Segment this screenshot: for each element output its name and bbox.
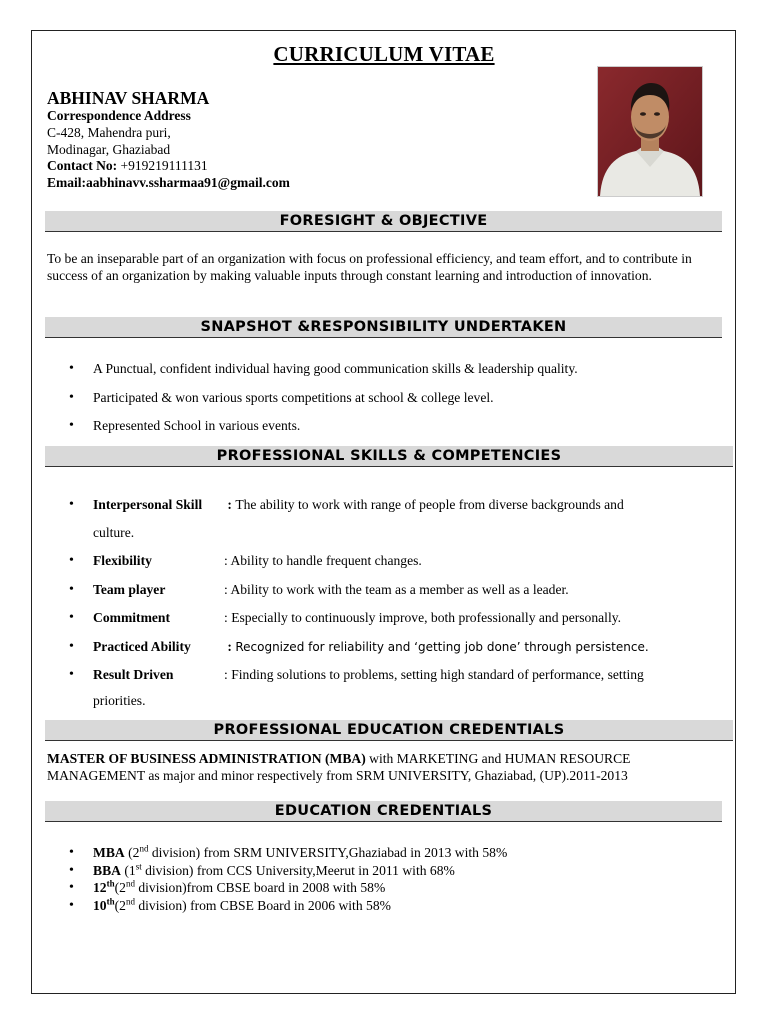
degree-detail: with MARKETING and HUMAN RESOURCE xyxy=(365,751,631,766)
professional-education-heading: PROFESSIONAL EDUCATION CREDENTIALS xyxy=(45,720,733,741)
skill-text: Ability to handle frequent changes. xyxy=(230,553,422,568)
education-sup: st xyxy=(135,860,142,871)
skill-separator: : xyxy=(224,667,232,682)
list-item xyxy=(93,845,723,863)
skill-item-practiced-ability xyxy=(93,639,723,668)
skill-label: Result Driven xyxy=(93,667,174,682)
contact-number: +919219111131 xyxy=(117,158,208,174)
list-item: • Represented School in various events. xyxy=(93,418,723,438)
degree-line-2: MANAGEMENT as major and minor respectively from SRM UNIVERSITY, Ghaziabad, (UP).2011-2013 xyxy=(47,768,628,783)
skill-separator: : xyxy=(224,553,231,568)
education-list xyxy=(93,845,723,915)
education-text: division) from CBSE Board in 2006 with 58% xyxy=(134,897,391,913)
skill-label: Interpersonal Skill xyxy=(93,497,203,512)
education-text: division) from SRM UNIVERSITY,Ghaziabad in 2013 with 58% xyxy=(148,845,508,860)
list-item xyxy=(93,880,723,898)
document-title: CURRICULUM VITAE xyxy=(273,42,495,66)
education-sup: nd xyxy=(125,895,135,906)
skills-heading: PROFESSIONAL SKILLS & COMPETENCIES xyxy=(45,446,733,467)
education-text: (2 xyxy=(114,880,126,895)
education-sup: nd xyxy=(125,878,135,889)
education-text: (1 xyxy=(120,862,136,878)
education-text: (2 xyxy=(124,845,140,860)
skill-item-team-player xyxy=(93,582,723,611)
snapshot-list xyxy=(93,361,723,438)
skill-text: The ability to work with range of people from diverse backgrounds and xyxy=(235,497,624,512)
degree-title: MASTER OF BUSINESS ADMINISTRATION (MBA) xyxy=(47,751,366,766)
education-sup: th xyxy=(106,895,115,906)
address-line-2: Modinagar, Ghaziabad xyxy=(47,141,171,157)
education-sup: nd xyxy=(139,843,149,854)
list-item xyxy=(93,895,723,916)
skill-text: priorities. xyxy=(93,693,146,708)
candidate-name: ABHINAV SHARMA xyxy=(47,88,210,108)
skill-label: Flexibility xyxy=(93,553,152,568)
skill-continuation xyxy=(93,525,723,553)
education-sup: th xyxy=(106,878,115,889)
skill-label: Practiced Ability xyxy=(93,638,191,654)
contact-block xyxy=(47,108,290,192)
skill-text: culture. xyxy=(93,525,135,540)
skill-text: Especially to continuously improve, both professionally and personally. xyxy=(231,610,622,625)
professional-education-text xyxy=(47,750,737,784)
skill-text: Ability to work with the team as a member as well as a leader. xyxy=(230,581,569,597)
skill-label: Team player xyxy=(93,581,166,597)
objective-heading: FORESIGHT & OBJECTIVE xyxy=(45,211,722,232)
contact-label: Contact No: xyxy=(47,158,118,174)
skill-item-commitment xyxy=(93,610,723,639)
address-line-1: C-428, Mahendra puri, xyxy=(47,124,171,140)
email-address: aabhinavv.ssharmaa91@gmail.com xyxy=(86,175,290,191)
list-item: • Participated & won various sports competitions at school & college level. xyxy=(93,390,723,419)
portrait-image xyxy=(598,67,702,196)
skill-item-flexibility xyxy=(93,553,723,582)
skill-separator: : xyxy=(224,610,232,625)
skill-item-interpersonal xyxy=(93,497,723,525)
email-label: Email: xyxy=(47,175,86,191)
skill-separator: : xyxy=(224,638,236,654)
skill-text: Finding solutions to problems, setting high standard of performance, setting xyxy=(231,667,644,682)
skill-item-result-driven xyxy=(93,667,723,693)
skill-separator: : xyxy=(224,581,231,597)
education-degree: MBA xyxy=(93,845,125,860)
education-text: (2 xyxy=(114,897,126,913)
skill-separator: : xyxy=(224,497,236,512)
list-item: • A Punctual, confident individual having good communication skills & leadership quality. xyxy=(93,361,723,390)
skill-continuation xyxy=(93,693,723,713)
education-degree: BBA xyxy=(93,862,121,878)
education-degree: 12 xyxy=(93,880,107,895)
skill-text: Recognized for reliability and ‘getting job done’ through persistence. xyxy=(235,639,649,654)
education-heading: EDUCATION CREDENTIALS xyxy=(45,801,722,822)
snapshot-heading: SNAPSHOT &RESPONSIBILITY UNDERTAKEN xyxy=(45,317,722,338)
education-text: division)from CBSE board in 2008 with 58% xyxy=(134,880,386,895)
skill-label: Commitment xyxy=(93,610,171,625)
profile-photo xyxy=(597,66,703,197)
objective-text: To be an inseparable part of an organization with focus on professional efficiency, and team effort, and to contribute in success of an organization by making valuable inputs through constant learning and introduction of innovation. xyxy=(47,251,692,283)
skills-list xyxy=(93,497,723,713)
education-text: division) from CCS University,Meerut in 2011 with 68% xyxy=(141,862,455,878)
education-degree: 10 xyxy=(93,897,107,913)
address-label: Correspondence Address xyxy=(47,108,191,123)
list-item xyxy=(93,860,723,881)
